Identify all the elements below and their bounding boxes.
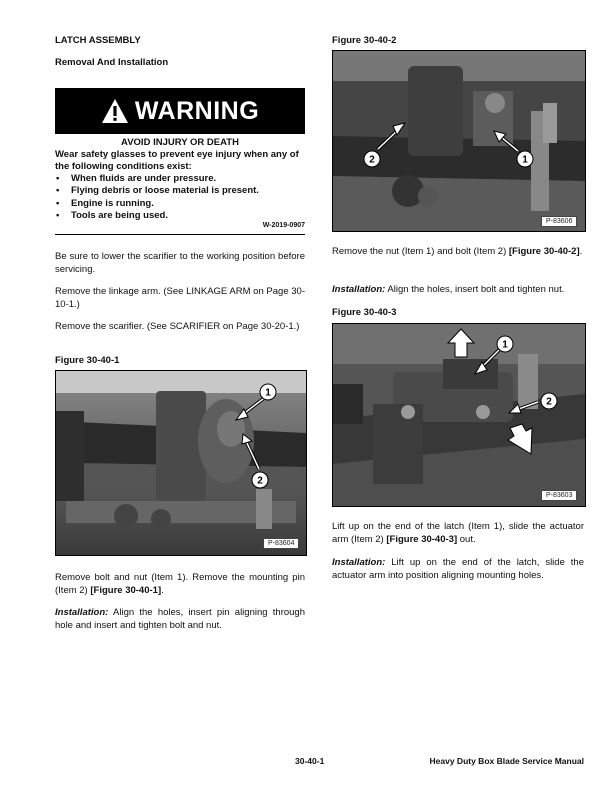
figure-3-photo-number: P-83603 xyxy=(541,490,577,501)
paragraph-installation-3 xyxy=(332,556,584,582)
section-title: LATCH ASSEMBLY xyxy=(55,35,141,46)
figure-2-callout-2 xyxy=(363,150,381,168)
figure-reference: [Figure 30-40-1] xyxy=(90,585,162,597)
figure-3-callout-1 xyxy=(496,335,514,353)
callout-label: 1 xyxy=(502,339,508,351)
figure-1-photo xyxy=(55,370,307,556)
figure-1-callout-2 xyxy=(251,471,269,489)
warning-item: • Engine is running. xyxy=(55,198,305,210)
text-run: . xyxy=(579,246,583,257)
warning-divider xyxy=(55,234,305,235)
figure-2-arrows xyxy=(333,51,585,231)
subsection-title: Removal And Installation xyxy=(55,57,169,68)
callout-label: 1 xyxy=(522,154,528,166)
figure-2-callout-1 xyxy=(516,150,534,168)
figure-3-arrows xyxy=(333,324,585,506)
paragraph-lower-scarifier: Be sure to lower the scarifier to the working position before servicing. xyxy=(55,251,305,276)
warning-heading: AVOID INJURY OR DEATH xyxy=(121,137,239,148)
warning-label: WARNING xyxy=(134,96,260,125)
figure-reference: [Figure 30-40-3] xyxy=(386,534,458,546)
paragraph-remove-nut-bolt xyxy=(332,245,584,258)
warning-item: • When fluids are under pressure. xyxy=(55,173,305,185)
warning-triangle-icon xyxy=(101,98,129,124)
installation-label: Installation: xyxy=(332,284,386,295)
text-run: out. xyxy=(457,534,476,546)
text-run: Align the holes, insert pin aligning through hole and insert and tighten bolt and nut. xyxy=(55,607,305,632)
text-run: Remove the nut (Item 1) and bolt (Item 2) xyxy=(332,246,509,257)
callout-label: 2 xyxy=(369,154,375,166)
paragraph-remove-linkage: Remove the linkage arm. (See LINKAGE ARM on Page 30-10-1.) xyxy=(55,286,305,311)
paragraph-remove-scarifier: Remove the scarifier. (See SCARIFIER on Page 30-20-1.) xyxy=(55,321,300,332)
paragraph-installation-2 xyxy=(332,283,584,296)
paragraph-remove-bolt-pin xyxy=(55,571,305,597)
manual-title: Heavy Duty Box Blade Service Manual xyxy=(429,756,584,766)
installation-label: Installation: xyxy=(332,557,386,568)
text-run: Align the holes, insert bolt and tighten nut. xyxy=(385,284,565,295)
text-run: . xyxy=(161,585,164,597)
figure-3-photo xyxy=(332,323,586,507)
figure-3-title: Figure 30-40-3 xyxy=(332,307,397,318)
figure-1-title: Figure 30-40-1 xyxy=(55,355,120,366)
figure-2-photo-number: P-83606 xyxy=(541,216,577,227)
callout-label: 2 xyxy=(546,396,552,408)
warning-item: • Flying debris or loose material is present. xyxy=(55,185,305,197)
warning-banner xyxy=(55,88,305,134)
page-number: 30-40-1 xyxy=(295,756,325,766)
text-run: Lift up on the end of the latch (Item 1), slide the actuator arm (Item 2) xyxy=(332,521,584,546)
paragraph-installation-1 xyxy=(55,606,305,632)
warning-intro: Wear safety glasses to prevent eye injury when any of the following conditions exist: xyxy=(55,149,299,173)
figure-1-callout-1 xyxy=(259,383,277,401)
text-run: Lift up on the end of the latch, slide the actuator arm into position aligning mounting holes. xyxy=(332,557,584,582)
figure-reference: [Figure 30-40-2] xyxy=(508,246,580,257)
paragraph-lift-latch xyxy=(332,520,584,546)
warning-item: • Tools are being used. xyxy=(55,210,305,222)
figure-2-title: Figure 30-40-2 xyxy=(332,35,397,46)
figure-3-callout-2 xyxy=(540,392,558,410)
figure-2-photo xyxy=(332,50,586,232)
figure-1-photo-number: P-83604 xyxy=(263,538,299,549)
text-run: Remove bolt and nut (Item 1). Remove the mounting pin (Item 2) xyxy=(55,572,305,597)
callout-label: 1 xyxy=(265,387,271,399)
installation-label: Installation: xyxy=(55,607,109,618)
warning-list xyxy=(55,173,305,223)
warning-code: W-2019-0907 xyxy=(262,222,305,229)
callout-label: 2 xyxy=(257,475,263,487)
